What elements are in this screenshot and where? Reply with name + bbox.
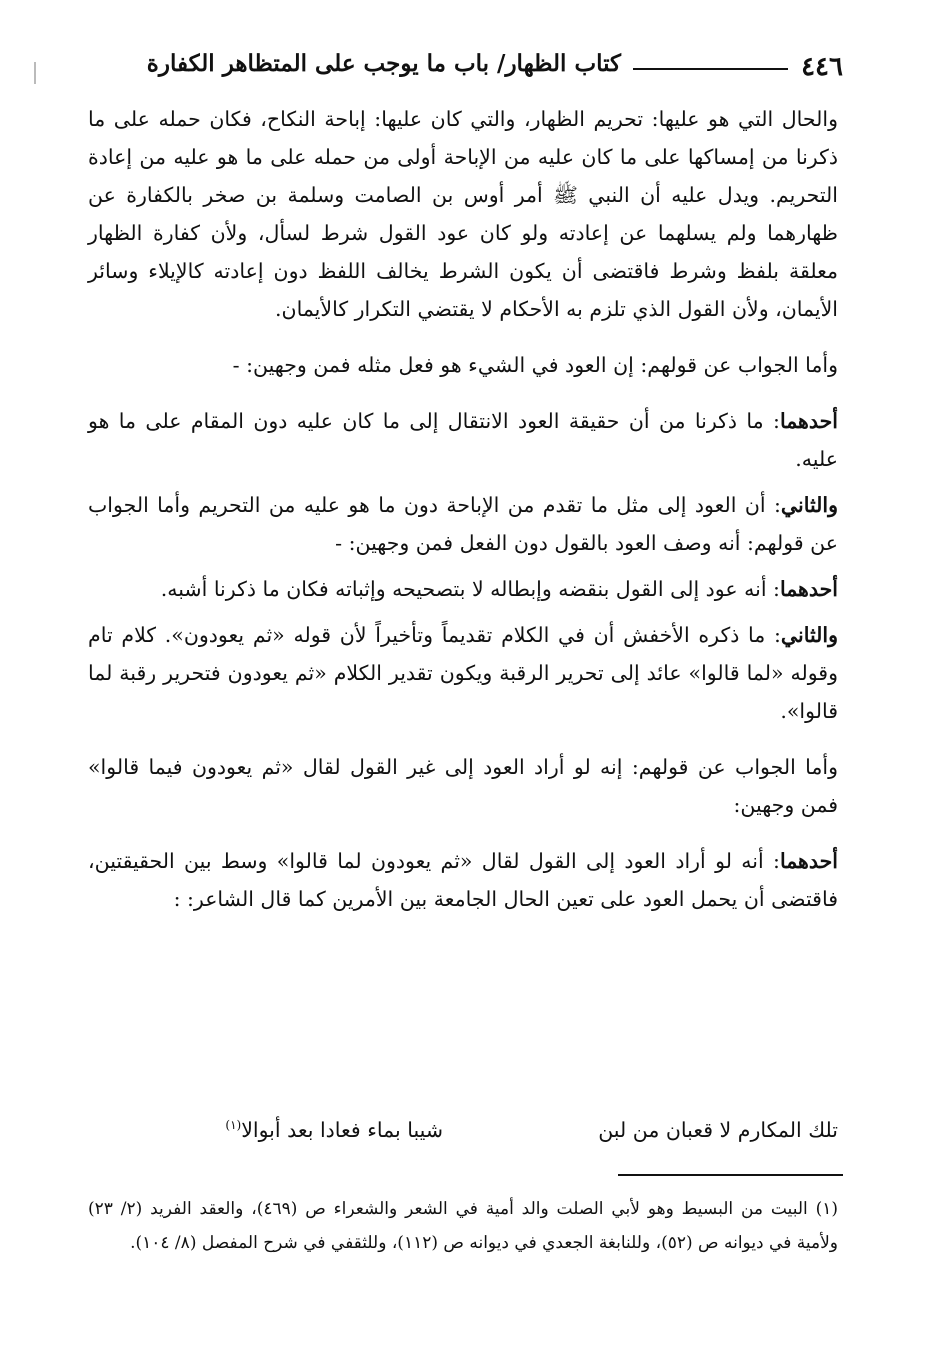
- paragraph-4: [88, 486, 838, 562]
- footnote-rule: [618, 1174, 843, 1176]
- paragraph-3-lead: أحدهما: [779, 409, 838, 433]
- verse-hemistich-2-text: شيبا بماء فعادا بعد أبوالا: [241, 1118, 443, 1142]
- paragraph-8-lead: أحدهما: [779, 849, 838, 873]
- main-text: [88, 100, 838, 918]
- paragraph-3: [88, 402, 838, 478]
- verse-hemistich-2: [225, 1118, 443, 1142]
- paragraph-6: [88, 616, 838, 730]
- paragraph-5-text: : أنه عود إلى القول بنقضه وإبطاله لا بتصحيحه وإثباته فكان ما ذكرنا أشبه.: [160, 577, 780, 601]
- paragraph-6-lead: والثاني: [780, 623, 838, 647]
- page-number: ٤٤٦: [801, 52, 843, 82]
- paragraph-8: [88, 842, 838, 918]
- paragraph-7: وأما الجواب عن قولهم: إنه لو أراد العود إلى غير القول لقال «ثم يعودون فيما قالوا» فمن وجهين:: [88, 755, 838, 817]
- footnote-1: (١) البيت من البسيط وهو لأبي الصلت والد أمية في الشعر والشعراء ص (٤٦٩)، والعقد الفريد (٢/ ٢٣) ولأمية في ديوانه ص (٥٢)، وللنابغة الجعدي في ديوانه ص (١١٢)، وللثقفي في شرح المفصل (٨/ ١٠٤).: [88, 1199, 838, 1253]
- margin-mark: [34, 62, 36, 84]
- paragraph-8-text: : أنه لو أراد العود إلى القول لقال «ثم يعودون لما قالوا» وسط بين الحقيقتين، فاقتضى أن يحمل العود على تعين الحال الجامعة بين الأمرين كما قال الشاعر: :: [88, 849, 838, 911]
- verse-hemistich-1: تلك المكارم لا قعبان من لبن: [598, 1118, 838, 1142]
- paragraph-5: [88, 570, 838, 608]
- paragraph-5-lead: أحدهما: [779, 577, 838, 601]
- page-header: [88, 46, 843, 90]
- paragraph-2: وأما الجواب عن قولهم: إن العود في الشيء هو فعل مثله فمن وجهين: -: [232, 353, 838, 377]
- header-rule: [633, 68, 788, 70]
- paragraph-4-text: : أن العود إلى مثل ما تقدم من الإباحة دون ما هو عليه من التحريم وأما الجواب عن قولهم: أنه وصف العود بالقول دون الفعل فمن وجهين: -: [88, 493, 838, 555]
- paragraph-3-text: : ما ذكرنا من أن حقيقة العود الانتقال إلى ما كان عليه دون المقام على ما هو عليه.: [88, 409, 838, 471]
- paragraph-6-text: : ما ذكره الأخفش أن في الكلام تقديماً وتأخيراً لأن قوله «ثم يعودون». كلام تام وقوله «لما قالوا» عائد إلى تحرير الرقبة ويكون تقدير الكلام «ثم يعودون فتحرير رقبة لما قالوا».: [88, 623, 838, 723]
- poetry-verse: [88, 1118, 838, 1158]
- running-head: كتاب الظهار/ باب ما يوجب على المتظاهر الكفارة: [146, 50, 621, 77]
- footnotes: [88, 1192, 838, 1260]
- footnote-ref: (١): [225, 1118, 242, 1133]
- paragraph-1: والحال التي هو عليها: تحريم الظهار، والتي كان عليها: إباحة النكاح، فكان حمله على ما ذكرنا من إمساكها على ما كان عليه من الإباحة أولى من حمله على ما هو عليه من إعادة التحريم. ويدل عليه أن النبي ﷺ أمر أوس بن الصامت وسلمة بن صخر بالكفارة عن ظهارهما ولم يسلهما عن إعادته ولو كان عود القول شرط لسأل، ولأن كفارة الظهار معلقة بلفظ وشرط فاقتضى أن يكون الشرط يخالف اللفظ دون إعادته كالإيلاء وسائر الأيمان، ولأن القول الذي تلزم به الأحكام لا يقتضي التكرار كالأيمان.: [88, 107, 838, 321]
- paragraph-4-lead: والثاني: [780, 493, 838, 517]
